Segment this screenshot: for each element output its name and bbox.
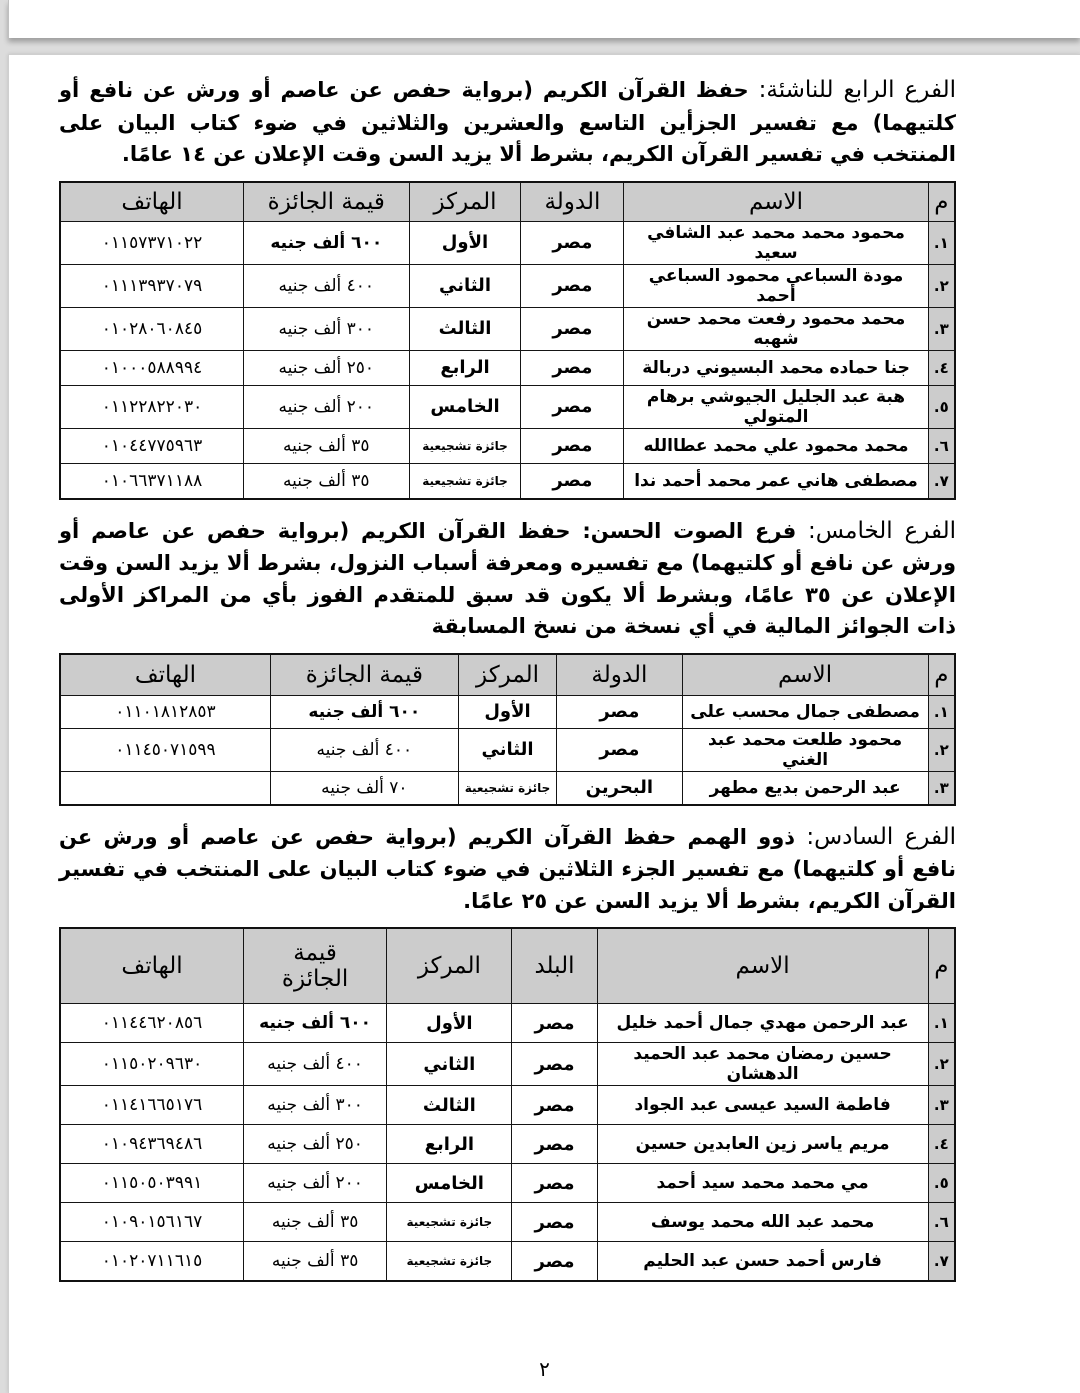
rank-cell: جائزة تشجيعية xyxy=(409,463,521,499)
country-cell: مصر xyxy=(521,385,624,428)
rank-cell: الثاني xyxy=(387,1043,512,1086)
prize-cell: ٦٠٠ ألف جنيه xyxy=(244,1004,387,1043)
name-cell: محمد محمود رفعت محمد حسن شهبه xyxy=(624,307,928,350)
rank-cell: الرابع xyxy=(409,350,521,385)
country-cell: مصر xyxy=(521,428,624,463)
rank-cell: الأول xyxy=(387,1004,512,1043)
country-cell: مصر xyxy=(512,1004,597,1043)
prize-cell: ٦٠٠ ألف جنيه xyxy=(244,221,410,264)
prize-cell: ٤٠٠ ألف جنيه xyxy=(270,728,458,771)
country-cell: البحرين xyxy=(557,771,682,805)
name-cell: فاطمة السيد عيسى عبد الجواد xyxy=(597,1086,928,1125)
prize-cell: ٢٥٠ ألف جنيه xyxy=(244,350,410,385)
prize-cell: ٢٠٠ ألف جنيه xyxy=(244,385,410,428)
header-name-column: الاسم xyxy=(624,182,928,222)
num-cell: ٢. xyxy=(928,728,955,771)
name-cell: عبد الرحمن بديع مطهر xyxy=(682,771,928,805)
prize-cell: ٣٥ ألف جنيه xyxy=(244,428,410,463)
num-cell: ٣. xyxy=(928,771,955,805)
page-content xyxy=(9,55,1080,1282)
country-cell: مصر xyxy=(557,728,682,771)
table-row xyxy=(60,1043,955,1086)
phone-cell: ٠١١٤٤٦٢٠٨٥٦ xyxy=(60,1004,244,1043)
num-cell: ١. xyxy=(928,1004,955,1043)
table-row xyxy=(60,1125,955,1164)
section-title-branch4: الفرع الرابع للناشئة: xyxy=(748,77,956,103)
prize-cell: ٧٠ ألف جنيه xyxy=(270,771,458,805)
table-row xyxy=(60,1004,955,1043)
prize-cell: ٦٠٠ ألف جنيه xyxy=(270,695,458,728)
winners-table-branch4 xyxy=(59,181,956,500)
num-cell: ١. xyxy=(928,695,955,728)
num-cell: ٣. xyxy=(928,1086,955,1125)
rank-cell: الخامس xyxy=(409,385,521,428)
num-cell: ٣. xyxy=(928,307,955,350)
rank-cell: جائزة تشجيعية xyxy=(458,771,556,805)
document-page xyxy=(8,54,1080,1393)
table-row xyxy=(60,350,955,385)
header-rank-column: المركز xyxy=(409,182,521,222)
rank-cell: الأول xyxy=(409,221,521,264)
num-cell: ٤. xyxy=(928,1125,955,1164)
name-cell: محمد عبد الله محمد يوسف xyxy=(597,1203,928,1242)
num-cell: ٢. xyxy=(928,1043,955,1086)
table-row xyxy=(60,428,955,463)
phone-cell: ٠١١٥٠٥٠٣٩٩١ xyxy=(60,1164,244,1203)
name-cell: حسين رمضان محمد عبد الحميد الدهشان xyxy=(597,1043,928,1086)
phone-cell: ٠١١٥٧٣٧١٠٢٢ xyxy=(60,221,244,264)
name-cell: عبد الرحمن مهدي جمال أحمد خليل xyxy=(597,1004,928,1043)
table-row xyxy=(60,221,955,264)
rank-cell: الرابع xyxy=(387,1125,512,1164)
name-cell: مريم ياسر زين العابدين حسين xyxy=(597,1125,928,1164)
prize-cell: ٣٠٠ ألف جنيه xyxy=(244,307,410,350)
num-cell: ٥. xyxy=(928,385,955,428)
phone-cell: ٠١١٠١٨١٢٨٥٣ xyxy=(60,695,270,728)
country-cell: مصر xyxy=(512,1043,597,1086)
winners-table-branch6 xyxy=(59,927,956,1282)
country-cell: مصر xyxy=(521,307,624,350)
header-prize-label: قيمة الجائزة xyxy=(281,940,349,992)
country-cell: مصر xyxy=(512,1086,597,1125)
name-cell: محمود طلعت محمد عبد الغني xyxy=(682,728,928,771)
phone-cell: ٠١٠٢٨٠٦٠٨٤٥ xyxy=(60,307,244,350)
table-row xyxy=(60,1164,955,1203)
phone-cell xyxy=(60,771,270,805)
table-header-row xyxy=(60,182,955,222)
country-cell: مصر xyxy=(512,1125,597,1164)
header-phone-column: الهاتف xyxy=(60,182,244,222)
num-cell: ١. xyxy=(928,221,955,264)
page-number: ٢ xyxy=(539,1357,550,1381)
phone-cell: ٠١١٥٠٢٠٩٦٣٠ xyxy=(60,1043,244,1086)
phone-cell: ٠١١٢٢٨٢٢٠٣٠ xyxy=(60,385,244,428)
country-cell: مصر xyxy=(512,1164,597,1203)
name-cell: مصطفى هاني عمر محمد أحمد ندا xyxy=(624,463,928,499)
previous-page-edge xyxy=(8,0,1080,38)
rank-cell: الأول xyxy=(458,695,556,728)
country-cell: مصر xyxy=(521,221,624,264)
rank-cell: الخامس xyxy=(387,1164,512,1203)
num-cell: ٦. xyxy=(928,1203,955,1242)
phone-cell: ٠١١٤١٦٦٥١٧٦ xyxy=(60,1086,244,1125)
header-phone-column: الهاتف xyxy=(60,928,244,1004)
table-row xyxy=(60,728,955,771)
table-row xyxy=(60,264,955,307)
name-cell: مودة السباعي محمود السباعي أحمد xyxy=(624,264,928,307)
table-row xyxy=(60,1242,955,1282)
table-header-row xyxy=(60,928,955,1004)
header-prize-column: قيمة الجائزة xyxy=(244,182,410,222)
table-header-row xyxy=(60,654,955,696)
phone-cell: ٠١٠٦٦٣٧١١٨٨ xyxy=(60,463,244,499)
section-paragraph-branch4 xyxy=(59,73,956,171)
phone-cell: ٠١٠٠٠٥٨٨٩٩٤ xyxy=(60,350,244,385)
rank-cell: الثاني xyxy=(409,264,521,307)
header-country-column: الدولة xyxy=(557,654,682,696)
prize-cell: ٤٠٠ ألف جنيه xyxy=(244,264,410,307)
num-cell: ٥. xyxy=(928,1164,955,1203)
prize-cell: ٣٥ ألف جنيه xyxy=(244,463,410,499)
table-row xyxy=(60,307,955,350)
table-row xyxy=(60,771,955,805)
section-body-branch6: ذوو الهمم حفظ القرآن الكريم (برواية حفص عن عاصم أو ورش عن نافع أو كلتيهما) مع تفسير الجزء الثلاثين في ضوء كتاب البيان على المنتخب في تفسير القرآن الكريم، بشرط ألا يزيد السن عن ٢٥ عامًا. xyxy=(59,824,956,913)
table-row xyxy=(60,1203,955,1242)
header-name-column: الاسم xyxy=(682,654,928,696)
prize-cell: ٣٥ ألف جنيه xyxy=(244,1242,387,1282)
rank-cell: الثالث xyxy=(409,307,521,350)
section-body-branch4: حفظ القرآن الكريم (برواية حفص عن عاصم أو ورش عن نافع أو كلتيهما) مع تفسير الجزأين التاسع والعشرين والثلاثين في ضوء كتاب البيان على المنتخب في تفسير القرآن الكريم، بشرط ألا يزيد السن وقت الإعلان عن ١٤ عامًا. xyxy=(59,78,956,166)
table-row xyxy=(60,385,955,428)
prize-cell: ٣٥ ألف جنيه xyxy=(244,1203,387,1242)
country-cell: مصر xyxy=(521,463,624,499)
phone-cell: ٠١٠٩٠١٥٦١٦٧ xyxy=(60,1203,244,1242)
name-cell: فارس أحمد حسن عبد الحليم xyxy=(597,1242,928,1282)
header-rank-column: المركز xyxy=(387,928,512,1004)
winners-table-branch5 xyxy=(59,653,956,806)
rank-cell: الثاني xyxy=(458,728,556,771)
section-title-branch5: الفرع الخامس: xyxy=(796,517,956,544)
phone-cell: ٠١٠٤٤٧٧٥٩٦٣ xyxy=(60,428,244,463)
table-row xyxy=(60,463,955,499)
section-paragraph-branch5 xyxy=(59,514,956,643)
country-cell: مصر xyxy=(557,695,682,728)
header-prize-column xyxy=(244,928,387,1004)
phone-cell: ٠١١١٣٩٣٧٠٧٩ xyxy=(60,264,244,307)
header-rank-column: المركز xyxy=(458,654,556,696)
rank-cell: جائزة تشجيعية xyxy=(387,1203,512,1242)
name-cell: محمود محمد محمد عبد الشافي سعيد xyxy=(624,221,928,264)
prize-cell: ٢٥٠ ألف جنيه xyxy=(244,1125,387,1164)
header-name-column: الاسم xyxy=(597,928,928,1004)
table-row xyxy=(60,1086,955,1125)
header-num-column: م xyxy=(928,654,955,696)
header-country-column: الدولة xyxy=(521,182,624,222)
rank-cell: الثالث xyxy=(387,1086,512,1125)
name-cell: محمد محمود علي محمد عطاالله xyxy=(624,428,928,463)
prize-cell: ٣٠٠ ألف جنيه xyxy=(244,1086,387,1125)
rank-cell: جائزة تشجيعية xyxy=(387,1242,512,1282)
prize-cell: ٤٠٠ ألف جنيه xyxy=(244,1043,387,1086)
header-phone-column: الهاتف xyxy=(60,654,270,696)
header-prize-column: قيمة الجائزة xyxy=(270,654,458,696)
section-body-branch5: فرع الصوت الحسن: حفظ القرآن الكريم (برواية حفص عن عاصم أو ورش عن نافع أو كلتيهما) مع تفسيره ومعرفة أسباب النزول، بشرط ألا يزيد السن وقت الإعلان عن ٣٥ عامًا، وبشرط ألا يكون قد سبق للمتقدم الفوز بأي من المراكز الأولى ذات الجوائز المالية في أي نسخة من نسخ المسابقة xyxy=(59,518,956,638)
num-cell: ٦. xyxy=(928,428,955,463)
num-cell: ٢. xyxy=(928,264,955,307)
section-paragraph-branch6 xyxy=(59,820,956,918)
country-cell: مصر xyxy=(521,264,624,307)
num-cell: ٤. xyxy=(928,350,955,385)
phone-cell: ٠١٠٢٠٧١١٦١٥ xyxy=(60,1242,244,1282)
prize-cell: ٢٠٠ ألف جنيه xyxy=(244,1164,387,1203)
header-country-column: البلد xyxy=(512,928,597,1004)
country-cell: مصر xyxy=(521,350,624,385)
name-cell: هبة عبد الجليل الجيوشي برهام المتولي xyxy=(624,385,928,428)
country-cell: مصر xyxy=(512,1242,597,1282)
phone-cell: ٠١٠٩٤٣٦٩٤٨٦ xyxy=(60,1125,244,1164)
header-num-column: م xyxy=(928,928,955,1004)
table-row xyxy=(60,695,955,728)
name-cell: مصطفى جمال محسب على xyxy=(682,695,928,728)
phone-cell: ٠١١٤٥٠٧١٥٩٩ xyxy=(60,728,270,771)
name-cell: مي محمد محمد سيد أحمد xyxy=(597,1164,928,1203)
section-title-branch6: الفرع السادس: xyxy=(795,823,957,850)
country-cell: مصر xyxy=(512,1203,597,1242)
num-cell: ٧. xyxy=(928,1242,955,1282)
num-cell: ٧. xyxy=(928,463,955,499)
name-cell: جنا حماده محمد البسيوني دربالة xyxy=(624,350,928,385)
rank-cell: جائزة تشجيعية xyxy=(409,428,521,463)
header-num-column: م xyxy=(928,182,955,222)
